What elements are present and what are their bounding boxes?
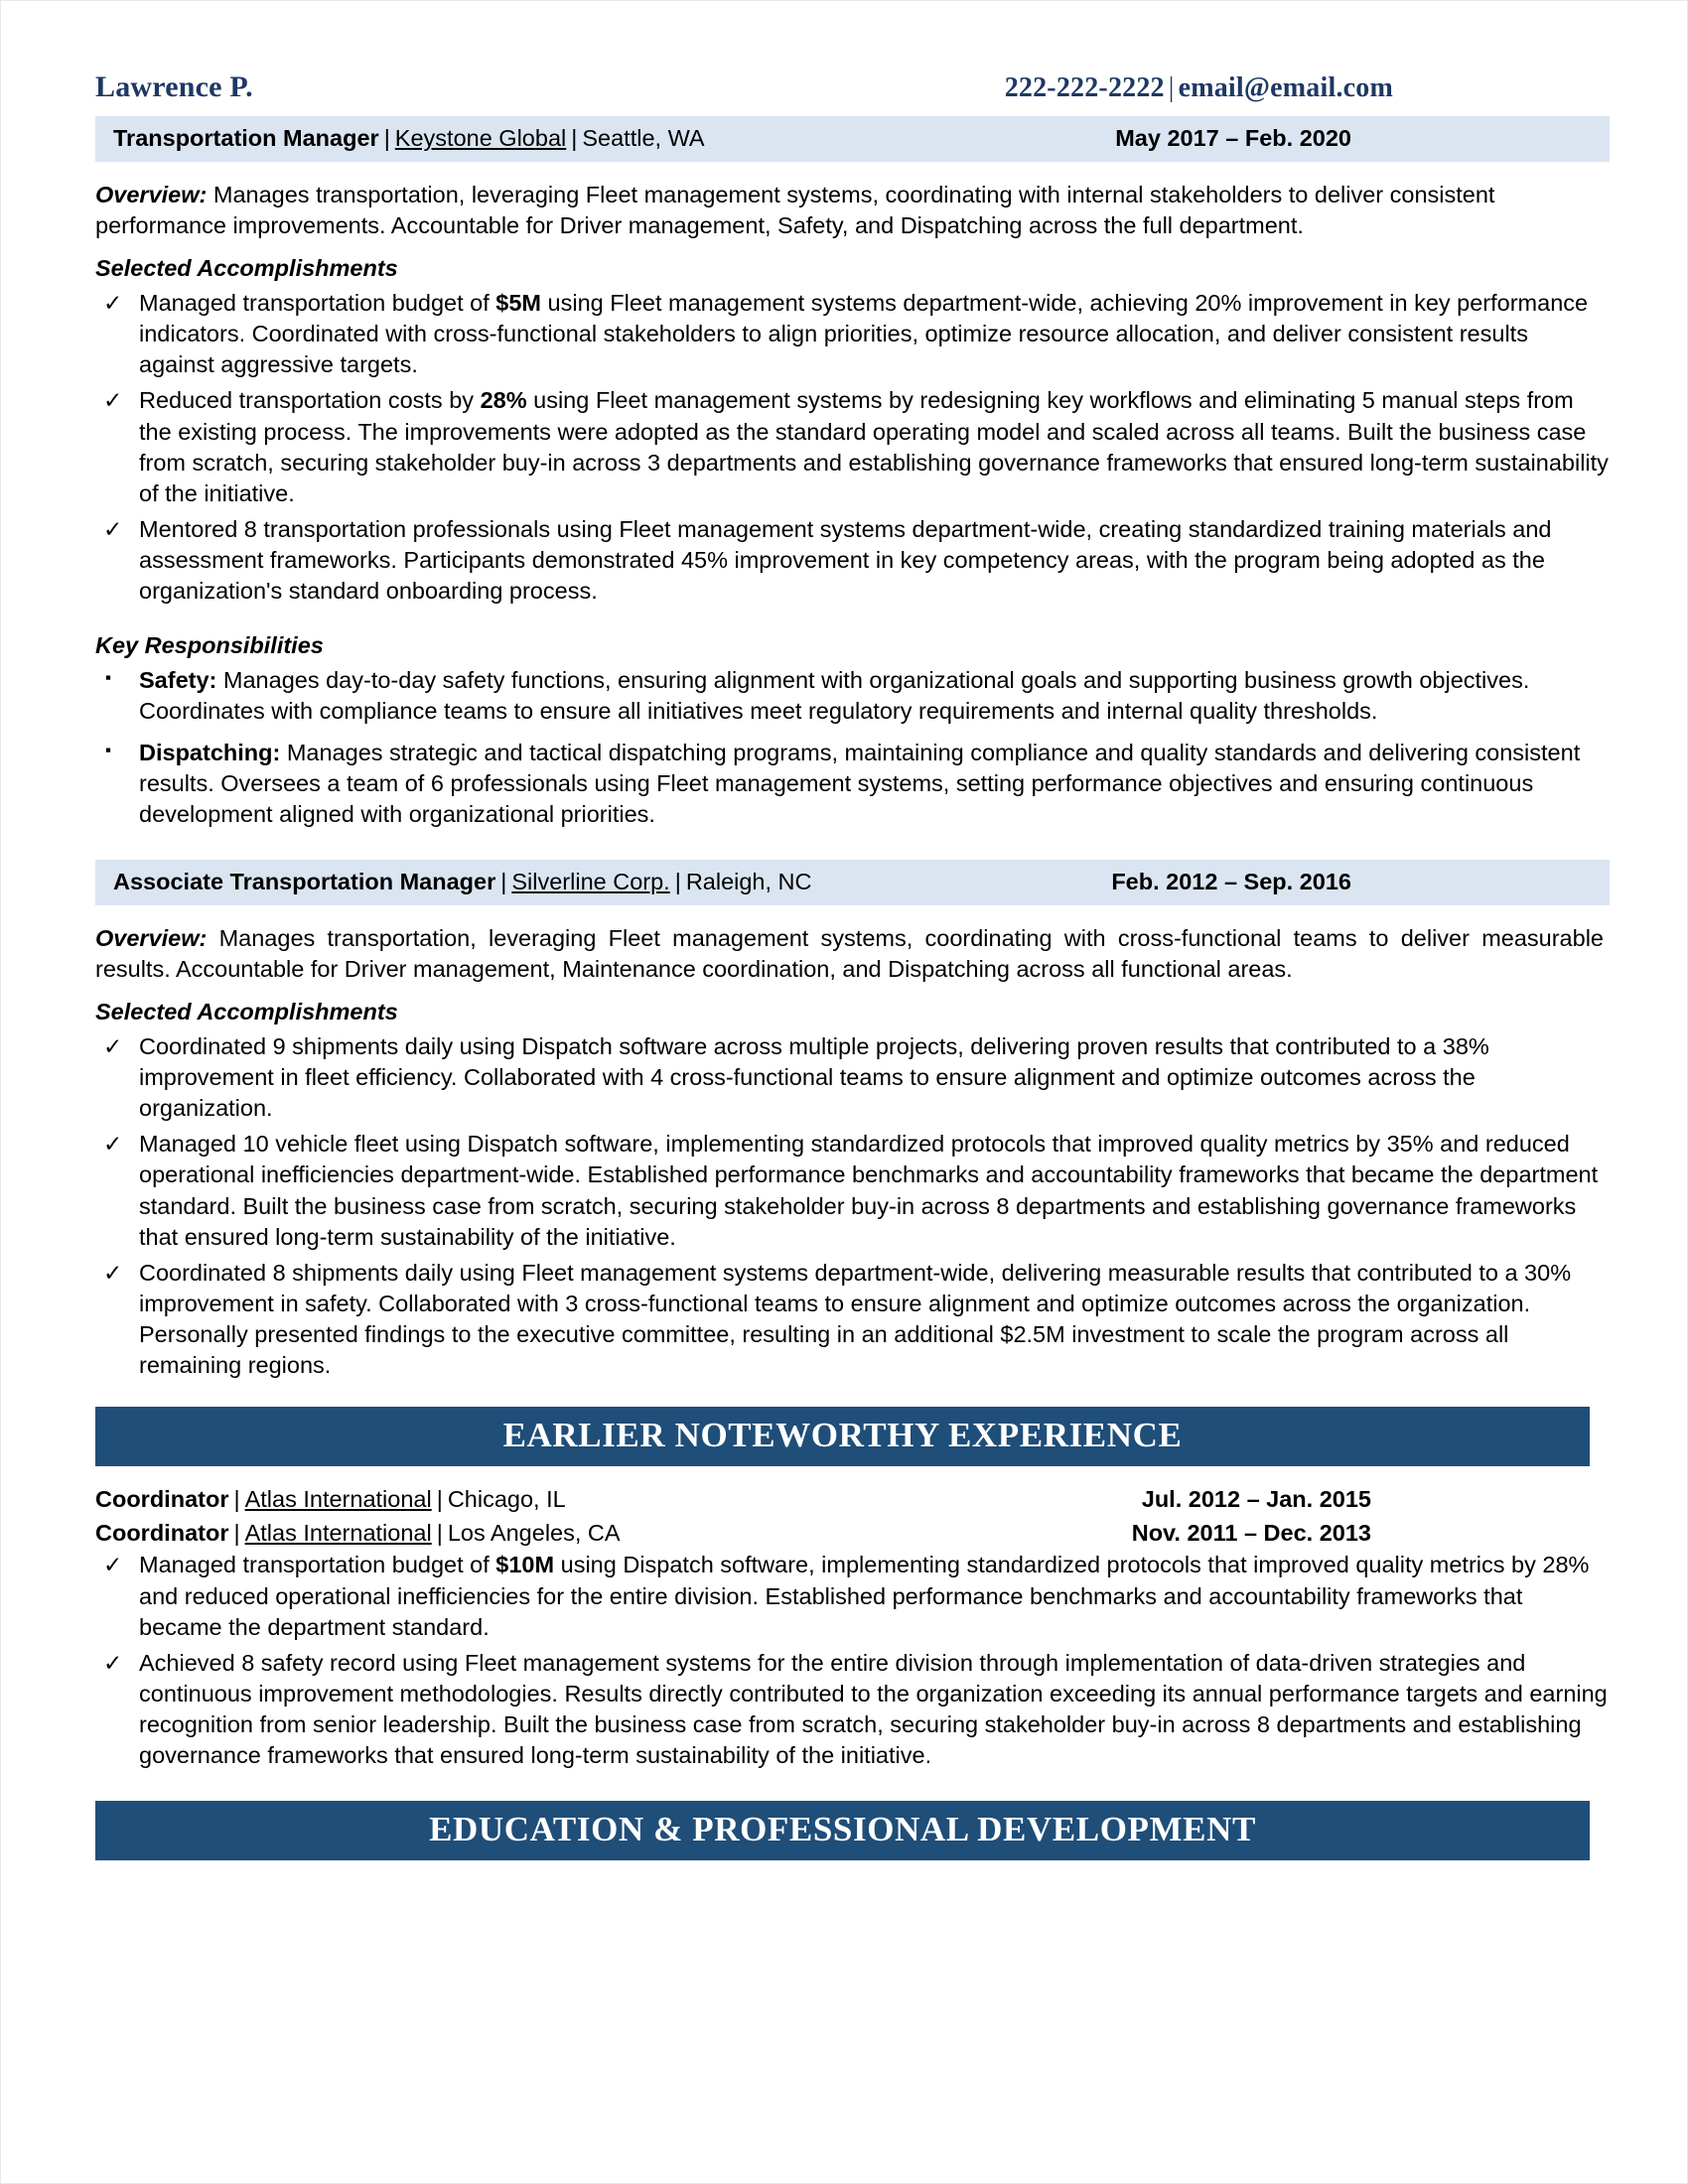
list-item bbox=[95, 1550, 1610, 1642]
responsibility-label: Dispatching: bbox=[139, 739, 281, 765]
list-item bbox=[95, 385, 1610, 509]
earlier-role-company-2: Atlas International bbox=[244, 1520, 432, 1547]
job-header-bar-1 bbox=[95, 116, 1610, 162]
phone-number: 222-222-2222 bbox=[1004, 72, 1165, 103]
earlier-role-dates-2: Nov. 2011 – Dec. 2013 bbox=[1131, 1520, 1371, 1547]
check-icon: ✓ bbox=[103, 290, 123, 317]
resume-header bbox=[95, 70, 1610, 114]
section-band-earlier-experience: EARLIER NOTEWORTHY EXPERIENCE bbox=[95, 1407, 1590, 1466]
responsibilities-heading-1: Key Responsibilities bbox=[95, 632, 324, 659]
earlier-role-row-1 bbox=[95, 1482, 1610, 1516]
job-title-line-1 bbox=[113, 125, 705, 152]
email-address: email@email.com bbox=[1178, 72, 1393, 103]
contact-info bbox=[1005, 72, 1610, 104]
overview-label-2: Overview: bbox=[95, 924, 208, 951]
earlier-role-title-1: Coordinator bbox=[95, 1486, 229, 1513]
check-icon: ✓ bbox=[103, 515, 123, 542]
accomplishment-text: Mentored 8 transportation professionals using Fleet management systems department-wide, creating standardized training materials and assessment frameworks. Participants demonstrated 45% improvement in key competency areas, with the program being adopted as the organization's standard onboarding process. bbox=[139, 515, 1552, 605]
check-icon: ✓ bbox=[103, 387, 123, 414]
job-company-1: Keystone Global bbox=[394, 125, 567, 151]
earlier-role-row-2 bbox=[95, 1516, 1610, 1550]
list-item bbox=[95, 514, 1610, 607]
pipe-icon: | bbox=[436, 1520, 443, 1547]
list-item bbox=[95, 665, 1610, 727]
earlier-bullet-text: Managed transportation budget of $10M using Dispatch software, implementing standardized protocols that improved quality metrics by 28% and reduced operational inefficiencies for the entire division. Established performance benchmarks and accountability frameworks that became the department standard. bbox=[139, 1552, 1590, 1640]
check-icon: ✓ bbox=[103, 1552, 123, 1578]
accomplishment-text: Coordinated 8 shipments daily using Fleet management systems department-wide, delivering measurable results that contributed to a 30% improvement in safety. Collaborated with 3 cross-functional teams to ensure alignment and optimize outcomes across the organization. Personally presented findings to the executive committee, resulting in an additional $2.5M investment to scale the program across all remaining regions. bbox=[139, 1259, 1572, 1379]
earlier-role-dates-1: Jul. 2012 – Jan. 2015 bbox=[1141, 1486, 1371, 1513]
job-dates-1: May 2017 – Feb. 2020 bbox=[1115, 125, 1351, 151]
list-item bbox=[95, 1129, 1610, 1253]
pipe-icon: | bbox=[500, 868, 507, 894]
responsibilities-list-1 bbox=[95, 665, 1610, 830]
check-icon: ✓ bbox=[103, 1032, 123, 1059]
responsibility-label: Safety: bbox=[139, 667, 217, 694]
list-item bbox=[95, 1031, 1610, 1124]
pipe-icon: | bbox=[233, 1520, 240, 1547]
square-bullet-icon: ▪ bbox=[105, 740, 112, 759]
check-icon: ✓ bbox=[103, 1259, 123, 1286]
accomplishment-text: Reduced transportation costs by 28% using Fleet management systems by redesigning key workflows and eliminating 5 manual steps from the existing process. The improvements were adopted as the standard operating model and scaled across all teams. Built the business case from scratch, securing stakeholder buy-in across 3 departments and establishing governance frameworks that ensured long-term sustainability of the initiative. bbox=[139, 387, 1609, 506]
earlier-role-title-2: Coordinator bbox=[95, 1520, 229, 1547]
earlier-role-location-1: Chicago, IL bbox=[447, 1486, 566, 1513]
list-item bbox=[95, 738, 1610, 830]
accomplishments-heading-1: Selected Accomplishments bbox=[95, 255, 398, 282]
job-header-bar-2 bbox=[95, 860, 1610, 905]
pipe-icon: | bbox=[436, 1486, 443, 1513]
contact-separator: | bbox=[1168, 72, 1175, 103]
accomplishment-text: Managed transportation budget of $5M using Fleet management systems department-wide, achieving 20% improvement in key performance indicators. Coordinated with cross-functional stakeholders to align priorities, optimize resource allocation, and deliver consistent results against aggressive targets. bbox=[139, 290, 1589, 378]
earlier-role-company-1: Atlas International bbox=[244, 1486, 432, 1513]
resume-content bbox=[1, 1, 1687, 1860]
earlier-roles-list bbox=[95, 1482, 1610, 1550]
list-item bbox=[95, 1648, 1610, 1772]
check-icon: ✓ bbox=[103, 1131, 123, 1158]
job-role-1: Transportation Manager bbox=[113, 125, 379, 151]
pipe-icon: | bbox=[233, 1486, 240, 1513]
square-bullet-icon: ▪ bbox=[105, 668, 112, 688]
accomplishment-text: Coordinated 9 shipments daily using Dispatch software across multiple projects, delivering proven results that contributed to a 38% improvement in fleet efficiency. Collaborated with 4 cross-functional teams to ensure alignment and optimize outcomes across the organization. bbox=[139, 1032, 1489, 1122]
earlier-bullets-list bbox=[95, 1550, 1610, 1771]
earlier-bullet-text: Achieved 8 safety record using Fleet management systems for the entire division through implementation of data-driven strategies and continuous improvement methodologies. Results directly contributed to the organization exceeding its annual performance targets and earning recognition from senior leadership. Built the business case from scratch, securing stakeholder buy-in across 8 departments and establishing governance frameworks that ensured long-term sustainability of the initiative. bbox=[139, 1649, 1608, 1769]
job-location-1: Seattle, WA bbox=[582, 125, 705, 151]
overview-label-1: Overview: bbox=[95, 182, 208, 207]
list-item bbox=[95, 1258, 1610, 1382]
section-band-education: EDUCATION & PROFESSIONAL DEVELOPMENT bbox=[95, 1801, 1590, 1860]
responsibility-text: Manages strategic and tactical dispatching programs, maintaining compliance and quality standards and delivering consistent results. Oversees a team of 6 professionals using Fleet management systems, setting performance objectives and ensuring continuous development aligned with organizational priorities. bbox=[139, 739, 1581, 827]
accomplishment-text: Managed 10 vehicle fleet using Dispatch software, implementing standardized protocols that improved quality metrics by 35% and reduced operational inefficiencies department-wide. Established performance benchmarks and accountability frameworks that became the department standard. Built the business case from scratch, securing stakeholder buy-in across 8 departments and establishing governance frameworks that ensured long-term sustainability of the initiative. bbox=[139, 1131, 1599, 1250]
job-overview-2 bbox=[95, 923, 1610, 985]
earlier-role-location-2: Los Angeles, CA bbox=[447, 1520, 621, 1547]
list-item bbox=[95, 288, 1610, 380]
pipe-icon: | bbox=[674, 868, 681, 894]
job-location-2: Raleigh, NC bbox=[685, 868, 812, 894]
responsibility-text: Manages day-to-day safety functions, ensuring alignment with organizational goals and supporting business growth objectives. Coordinates with compliance teams to ensure all initiatives meet regulatory requirements and internal quality thresholds. bbox=[139, 667, 1530, 725]
candidate-name: Lawrence P. bbox=[95, 70, 253, 103]
pipe-icon: | bbox=[571, 125, 578, 151]
check-icon: ✓ bbox=[103, 1649, 123, 1676]
accomplishments-list-2 bbox=[95, 1031, 1610, 1381]
job-role-2: Associate Transportation Manager bbox=[113, 868, 496, 894]
job-company-2: Silverline Corp. bbox=[511, 868, 670, 894]
accomplishments-heading-2: Selected Accomplishments bbox=[95, 998, 398, 1024]
job-overview-1 bbox=[95, 180, 1610, 241]
overview-text-1: Manages transportation, leveraging Fleet management systems, coordinating with internal stakeholders to deliver consistent performance improvements. Accountable for Driver management, Safety, and Dispatching across the full department. bbox=[95, 182, 1495, 239]
accomplishments-list-1 bbox=[95, 288, 1610, 607]
job-dates-2: Feb. 2012 – Sep. 2016 bbox=[1111, 868, 1351, 894]
job-title-line-2 bbox=[113, 869, 812, 895]
pipe-icon: | bbox=[383, 125, 390, 151]
overview-text-2: Manages transportation, leveraging Fleet management systems, coordinating with cross-functional teams to deliver measurable results. Accountable for Driver management, Maintenance coordination, and Dispatching across all functional areas. bbox=[95, 924, 1604, 982]
